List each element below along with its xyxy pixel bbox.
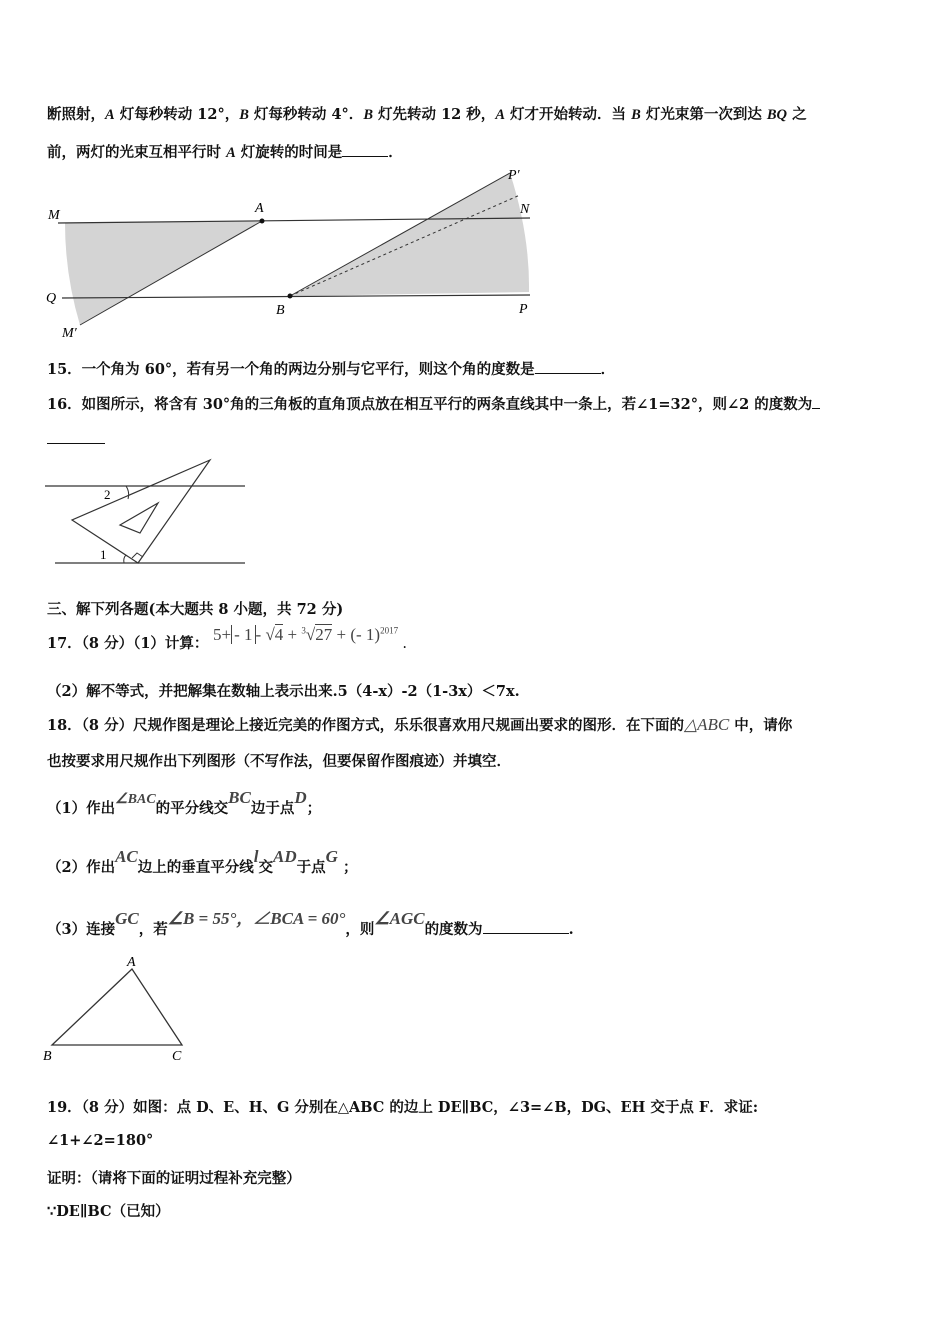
point-b [288, 294, 293, 299]
label-m: M [48, 208, 60, 223]
answer-blank [483, 921, 569, 934]
label-c: C [172, 1049, 182, 1064]
cube-root: 27 [315, 625, 333, 644]
q17-part1: 17．（8 分）（1）计算： 5+ - 1 - √4 + $^3$√27 + (- 1)$^{2017}$ . [47, 625, 407, 652]
q14-line1: 断照射，A 灯每秒转动 12°，B 灯每秒转动 4°．B 灯先转动 12 秒，A 灯才开始转动．当 B 灯光束第一次到达 BQ 之 [47, 106, 807, 123]
q18-line2: 也按要求用尺规作出下列图形（不写作法，但要保留作图痕迹）并填空． [47, 753, 511, 770]
q19-line4: ∵DE∥BC（已知） [47, 1203, 170, 1220]
section-title: 三、解下列各题(本大题共 8 小题，共 72 分) [47, 601, 344, 618]
label-q: Q [46, 291, 57, 306]
light-beam-b [290, 173, 529, 296]
label-b: B [43, 1049, 52, 1064]
label-p: P [519, 302, 528, 317]
q16: 16．如图所示，将含有 30°角的三角板的直角顶点放在相互平行的两条直线其中一条上，若∠1=32°，则∠2 的度数为 [47, 393, 820, 414]
absolute-value: - 1 [231, 625, 255, 644]
label-a: A [127, 955, 136, 970]
label-a: A [255, 201, 264, 216]
label-p-prime: P′ [508, 168, 520, 183]
angle2-arc [126, 486, 129, 499]
label-n: N [520, 202, 530, 217]
expression: 5+ - 1 - √4 + $^3$√27 + (- 1)$^{2017}$ [213, 625, 399, 644]
q17-part2: （2）解不等式，并把解集在数轴上表示出来.5（4-x）-2（1-3x）＜7x. [47, 683, 520, 700]
answer-blank [812, 396, 820, 409]
q16-figure [40, 455, 250, 570]
q16-blank-continued [47, 443, 105, 444]
q14-line2: 前，两灯的光束互相平行时 A 灯旋转的时间是 ． [47, 144, 403, 161]
label-m-prime: M′ [62, 326, 77, 341]
q19-line1: 19．（8 分）如图：点 D、E、H、G 分别在△ABC 的边上 DE∥BC，∠3=∠B，DG、EH 交于点 F．求证: [47, 1099, 759, 1116]
answer-blank [342, 144, 388, 157]
q19-line2: ∠1+∠2=180° [47, 1132, 154, 1149]
label-angle1: 1 [100, 547, 107, 562]
triangle-abc [52, 969, 182, 1045]
light-beam-a [65, 221, 262, 325]
q18-triangle-figure [40, 953, 200, 1065]
q15: 15．一个角为 60°，若有另一个角的两边分别与它平行，则这个角的度数是 ． [47, 361, 616, 378]
q18-line1: 18．（8 分）尺规作图是理论上接近完美的作图方式，乐乐很喜欢用尺规画出要求的图形．在下面的△ABC 中，请你 [47, 715, 793, 734]
set-square-inner [120, 503, 158, 533]
square-root: 4 [274, 625, 284, 644]
answer-blank [535, 361, 601, 374]
label-b: B [276, 303, 285, 318]
q18-step3: （3）连接GC，若∠B = 55°，∠BCA = 60°，则∠AGC的度数为 . [47, 909, 574, 938]
angle1-arc [124, 555, 126, 563]
q18-step1: （1）作出∠BAC的平分线交BC边于点D； [47, 788, 322, 817]
set-square-outer [72, 460, 210, 563]
q18-step2: （2）作出AC边上的垂直平分线l交AD于点G ； [47, 847, 358, 876]
q14-figure [40, 165, 550, 345]
point-a [260, 219, 265, 224]
label-angle2: 2 [104, 487, 111, 502]
q19-line3: 证明：（请将下面的证明过程补充完整） [47, 1170, 301, 1187]
